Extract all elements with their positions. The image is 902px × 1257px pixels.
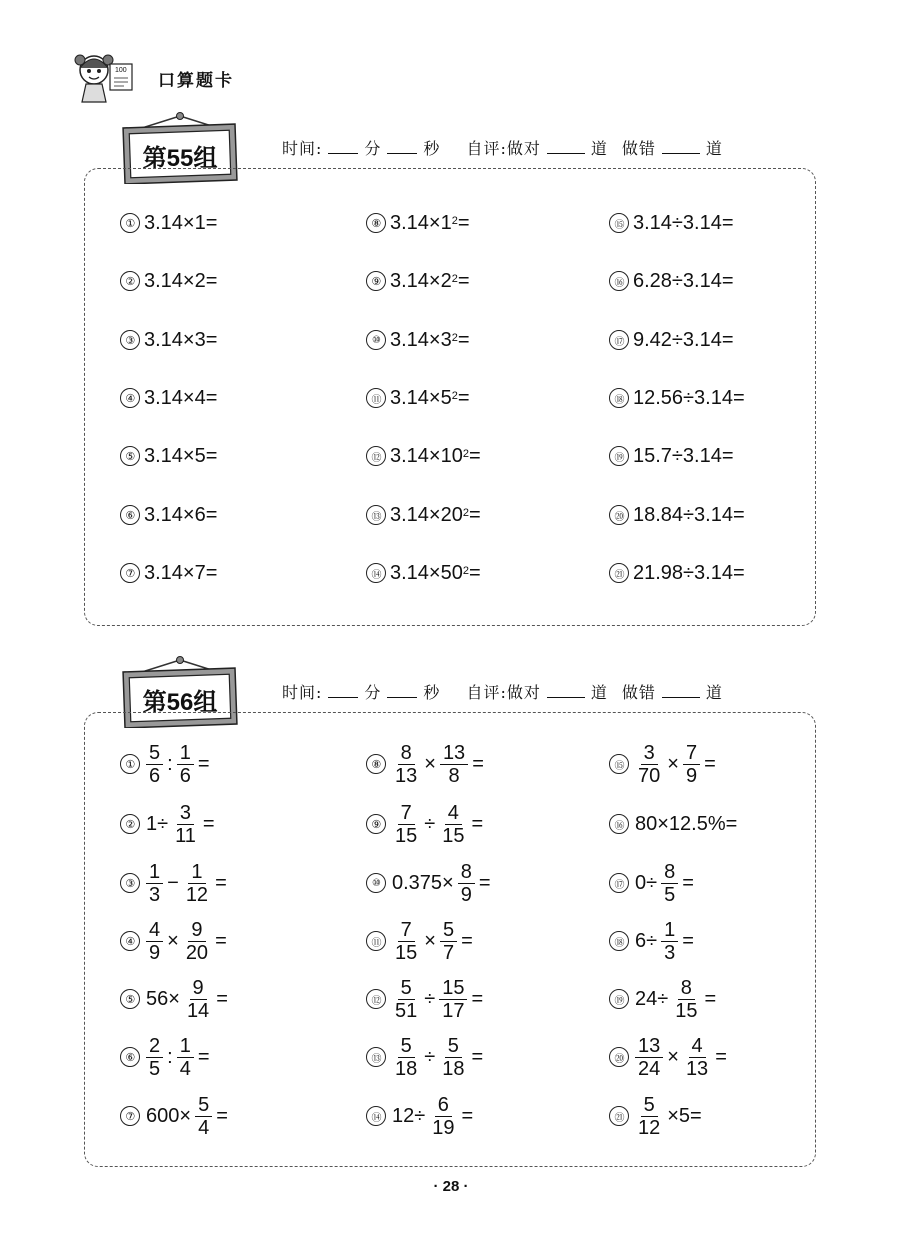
expression-text: ×5= bbox=[667, 1104, 702, 1127]
denominator: 6 bbox=[179, 764, 191, 787]
problem-item bbox=[366, 741, 486, 787]
denominator: 12 bbox=[638, 1116, 661, 1139]
equals-sign: = bbox=[468, 561, 481, 584]
problem-expression: 3.14×20 bbox=[390, 503, 463, 526]
problem-number: ⑧ bbox=[366, 213, 386, 233]
problem-expression: 21.98÷3.14= bbox=[633, 561, 745, 584]
denominator: 9 bbox=[685, 764, 698, 787]
problem-item bbox=[120, 495, 217, 535]
problem-number: ① bbox=[120, 754, 140, 774]
expression-text: × bbox=[667, 1045, 679, 1068]
problem-item bbox=[366, 1093, 475, 1139]
numerator: 1 bbox=[661, 919, 678, 942]
problem-item bbox=[609, 1093, 704, 1139]
numerator: 3 bbox=[641, 742, 658, 765]
denominator: 3 bbox=[149, 883, 161, 906]
problem-item bbox=[609, 553, 745, 593]
fraction bbox=[183, 919, 211, 964]
numerator: 5 bbox=[195, 1094, 212, 1117]
fraction bbox=[195, 1094, 212, 1139]
problem-expression: 3.14×5= bbox=[144, 444, 218, 467]
girl-mascot-icon bbox=[72, 46, 142, 106]
exponent: 2 bbox=[451, 215, 458, 227]
problem-number: ② bbox=[120, 814, 140, 834]
fraction bbox=[440, 742, 468, 787]
problem-number: ④ bbox=[120, 388, 140, 408]
problem-item bbox=[366, 801, 485, 847]
expression-text: = bbox=[202, 812, 215, 835]
problem-number: ⑯ bbox=[609, 814, 629, 834]
numerator: 2 bbox=[146, 1035, 163, 1058]
fraction bbox=[439, 977, 467, 1022]
denominator: 6 bbox=[149, 764, 161, 787]
problem-number: ⑨ bbox=[366, 814, 386, 834]
fraction bbox=[184, 977, 212, 1022]
fraction bbox=[146, 919, 163, 964]
problem-item bbox=[366, 378, 470, 418]
denominator: 11 bbox=[175, 824, 196, 847]
expression-text: ÷ bbox=[424, 1045, 436, 1068]
expression-text: − bbox=[167, 871, 179, 894]
denominator: 24 bbox=[638, 1057, 661, 1080]
fraction bbox=[635, 1094, 663, 1139]
problem-number: ③ bbox=[120, 330, 140, 350]
fraction bbox=[661, 861, 678, 906]
expression-text: = bbox=[215, 929, 227, 952]
fraction bbox=[392, 742, 420, 787]
problem-number: ⑩ bbox=[366, 873, 386, 893]
problem-number: ⑬ bbox=[366, 1047, 386, 1067]
denominator: 9 bbox=[460, 883, 472, 906]
numerator: 1 bbox=[177, 1035, 194, 1058]
fraction bbox=[429, 1094, 457, 1139]
expression-text: ÷ bbox=[424, 812, 436, 835]
problem-number: ⑭ bbox=[366, 1106, 386, 1126]
fraction bbox=[392, 977, 420, 1022]
fraction bbox=[177, 742, 194, 787]
fraction bbox=[439, 1035, 467, 1080]
problem-expression: 3.14×3 bbox=[390, 328, 452, 351]
exponent: 2 bbox=[462, 565, 469, 577]
expression-text: 0.375× bbox=[392, 871, 454, 894]
denominator: 19 bbox=[432, 1116, 455, 1139]
dao-label: 道 bbox=[705, 139, 723, 158]
expression-text: = bbox=[715, 1045, 727, 1068]
page-number: · 28 · bbox=[433, 1178, 469, 1195]
expression-text: × bbox=[424, 752, 436, 775]
equals-sign: = bbox=[457, 211, 470, 234]
expression-text: = bbox=[478, 871, 491, 894]
problem-expression: 3.14×7= bbox=[144, 561, 218, 584]
exponent: 2 bbox=[451, 390, 458, 402]
numerator: 1 bbox=[177, 742, 194, 765]
expression-text: = bbox=[704, 987, 717, 1010]
problem-number: ⑥ bbox=[120, 1047, 140, 1067]
fraction bbox=[440, 919, 457, 964]
denominator: 12 bbox=[185, 883, 209, 906]
expression-text: 6÷ bbox=[635, 929, 658, 952]
numerator: 8 bbox=[458, 861, 475, 884]
denominator: 7 bbox=[442, 941, 455, 964]
expression-text: 1÷ bbox=[146, 812, 169, 835]
time-label: 时间: bbox=[282, 683, 323, 702]
exponent: 2 bbox=[462, 448, 469, 460]
numerator: 1 bbox=[188, 861, 205, 884]
problem-number: ③ bbox=[120, 873, 140, 893]
numerator: 8 bbox=[661, 861, 678, 884]
problem-item bbox=[120, 976, 230, 1022]
numerator: 5 bbox=[641, 1094, 658, 1117]
expression-text: × bbox=[424, 929, 436, 952]
denominator: 15 bbox=[395, 824, 418, 847]
expression-text: 24÷ bbox=[635, 987, 669, 1010]
problem-expression: 3.14×50 bbox=[390, 561, 463, 584]
group-title: 第56组 bbox=[142, 689, 218, 716]
problem-item bbox=[120, 1034, 212, 1080]
denominator: 17 bbox=[442, 999, 465, 1022]
problem-item bbox=[366, 553, 481, 593]
wrong-count-blank[interactable] bbox=[662, 139, 700, 154]
problem-expression: 3.14×2= bbox=[144, 269, 218, 292]
wrong-count-blank[interactable] bbox=[662, 683, 700, 698]
numerator: 7 bbox=[398, 919, 415, 942]
second-label: 秒 bbox=[423, 139, 441, 158]
meta-line bbox=[282, 680, 723, 703]
problem-expression: 15.7÷3.14= bbox=[633, 444, 734, 467]
minute-label: 分 bbox=[364, 683, 382, 702]
self-eval-label: 自评:做对 bbox=[466, 139, 541, 158]
numerator: 7 bbox=[683, 742, 700, 765]
problem-number: ⑮ bbox=[609, 754, 629, 774]
problem-item bbox=[366, 203, 470, 243]
problem-number: ⑪ bbox=[366, 931, 386, 951]
problem-number: ⑱ bbox=[609, 388, 629, 408]
fraction bbox=[177, 1035, 194, 1080]
expression-text: : bbox=[167, 752, 173, 775]
fraction bbox=[661, 919, 678, 964]
problem-expression: 3.14×2 bbox=[390, 269, 452, 292]
equals-sign: = bbox=[457, 269, 470, 292]
expression-text: ÷ bbox=[424, 987, 436, 1010]
denominator: 18 bbox=[395, 1057, 418, 1080]
numerator: 5 bbox=[445, 1035, 462, 1058]
problem-item bbox=[609, 320, 734, 360]
problem-item bbox=[609, 436, 734, 476]
minute-label: 分 bbox=[364, 139, 382, 158]
denominator: 15 bbox=[395, 941, 418, 964]
problem-number: ㉑ bbox=[609, 1106, 629, 1126]
denominator: 4 bbox=[179, 1057, 191, 1080]
exponent: 2 bbox=[451, 332, 458, 344]
expression-text: = bbox=[471, 812, 484, 835]
problem-number: ⑯ bbox=[609, 271, 629, 291]
problem-item bbox=[609, 741, 718, 787]
correct-count-blank[interactable] bbox=[547, 139, 585, 154]
expression-text: = bbox=[216, 987, 228, 1010]
denominator: 13 bbox=[685, 1057, 709, 1080]
denominator: 15 bbox=[442, 824, 465, 847]
seconds-blank[interactable] bbox=[387, 683, 417, 698]
fraction bbox=[183, 861, 211, 906]
problem-number: ⑮ bbox=[609, 213, 629, 233]
problem-number: ⑦ bbox=[120, 1106, 140, 1126]
numerator: 5 bbox=[398, 1035, 415, 1058]
fraction bbox=[683, 1035, 711, 1080]
fraction bbox=[146, 861, 163, 906]
numerator: 6 bbox=[435, 1094, 452, 1117]
denominator: 70 bbox=[638, 764, 661, 787]
expression-text: = bbox=[682, 929, 694, 952]
problem-expression: 3.14×1= bbox=[144, 211, 218, 234]
problem-item bbox=[609, 860, 696, 906]
fraction bbox=[439, 802, 467, 847]
denominator: 14 bbox=[186, 999, 210, 1022]
denominator: 9 bbox=[149, 941, 161, 964]
expression-text: 80×12.5%= bbox=[635, 812, 738, 835]
fraction bbox=[146, 1035, 163, 1080]
fraction bbox=[672, 977, 700, 1022]
equals-sign: = bbox=[457, 328, 470, 351]
mascot-sign-score: 100 bbox=[115, 67, 127, 74]
problem-item bbox=[120, 860, 229, 906]
dao-label: 道 bbox=[590, 139, 608, 158]
numerator: 5 bbox=[398, 977, 415, 1000]
problem-item bbox=[366, 1034, 485, 1080]
problem-number: ② bbox=[120, 271, 140, 291]
problem-item bbox=[366, 860, 493, 906]
problem-item bbox=[120, 203, 217, 243]
problem-number: ⑦ bbox=[120, 563, 140, 583]
fraction bbox=[172, 802, 199, 847]
problem-item bbox=[609, 261, 734, 301]
denominator: 8 bbox=[448, 764, 460, 787]
denominator: 51 bbox=[395, 999, 418, 1022]
problem-item bbox=[609, 378, 745, 418]
numerator: 8 bbox=[398, 742, 415, 765]
expression-text: = bbox=[682, 871, 694, 894]
dao-label: 道 bbox=[705, 683, 723, 702]
problem-number: ⑪ bbox=[366, 388, 386, 408]
problem-item bbox=[609, 804, 739, 844]
denominator: 3 bbox=[664, 941, 676, 964]
equals-sign: = bbox=[468, 503, 481, 526]
wrong-label: 做错 bbox=[621, 683, 656, 702]
problem-item bbox=[120, 918, 229, 964]
problem-item bbox=[120, 378, 217, 418]
expression-text: = bbox=[461, 1104, 474, 1127]
equals-sign: = bbox=[468, 444, 481, 467]
minutes-blank[interactable] bbox=[328, 139, 358, 154]
expression-text: 600× bbox=[146, 1104, 192, 1127]
expression-text: = bbox=[461, 929, 473, 952]
expression-text: = bbox=[471, 1045, 484, 1068]
problem-number: ⑨ bbox=[366, 271, 386, 291]
problem-number: ④ bbox=[120, 931, 140, 951]
fraction bbox=[392, 919, 420, 964]
numerator: 13 bbox=[440, 742, 468, 765]
problem-number: ⑫ bbox=[366, 446, 386, 466]
problem-number: ⑭ bbox=[366, 563, 386, 583]
problem-expression: 6.28÷3.14= bbox=[633, 269, 734, 292]
problem-number: ① bbox=[120, 213, 140, 233]
problem-item bbox=[120, 320, 217, 360]
expression-text: = bbox=[197, 1045, 210, 1068]
problem-number: ㉑ bbox=[609, 563, 629, 583]
group-title: 第55组 bbox=[142, 145, 218, 172]
problem-number: ⑱ bbox=[609, 931, 629, 951]
numerator: 8 bbox=[678, 977, 695, 1000]
expression-text: × bbox=[667, 752, 679, 775]
problem-item bbox=[609, 203, 734, 243]
problem-expression: 9.42÷3.14= bbox=[633, 328, 734, 351]
denominator: 15 bbox=[675, 999, 698, 1022]
problem-expression: 3.14÷3.14= bbox=[633, 211, 734, 234]
denominator: 18 bbox=[442, 1057, 465, 1080]
problem-item bbox=[366, 495, 481, 535]
denominator: 5 bbox=[664, 883, 676, 906]
expression-text: = bbox=[197, 752, 210, 775]
header-title: 口算题卡 bbox=[158, 71, 234, 90]
problem-item bbox=[120, 741, 212, 787]
problem-expression: 12.56÷3.14= bbox=[633, 386, 745, 409]
time-label: 时间: bbox=[282, 139, 323, 158]
expression-text: 0÷ bbox=[635, 871, 658, 894]
expression-text: = bbox=[472, 752, 484, 775]
problem-expression: 3.14×1 bbox=[390, 211, 452, 234]
expression-text: × bbox=[167, 929, 179, 952]
correct-count-blank[interactable] bbox=[547, 683, 585, 698]
expression-text: = bbox=[215, 871, 227, 894]
fraction bbox=[392, 802, 420, 847]
self-eval-label: 自评:做对 bbox=[466, 683, 541, 702]
problem-item bbox=[120, 436, 217, 476]
expression-text: = bbox=[216, 1104, 228, 1127]
fraction bbox=[392, 1035, 420, 1080]
denominator: 5 bbox=[149, 1057, 161, 1080]
problem-number: ⑰ bbox=[609, 330, 629, 350]
fraction bbox=[458, 861, 475, 906]
problem-number: ⑥ bbox=[120, 505, 140, 525]
problem-number: ⑳ bbox=[609, 1047, 629, 1067]
problem-number: ⑫ bbox=[366, 989, 386, 1009]
expression-text: = bbox=[471, 987, 484, 1010]
numerator: 5 bbox=[146, 742, 163, 765]
exponent: 2 bbox=[462, 507, 469, 519]
problem-item bbox=[120, 261, 217, 301]
equals-sign: = bbox=[457, 386, 470, 409]
fraction bbox=[635, 1035, 663, 1080]
numerator: 13 bbox=[635, 1035, 663, 1058]
expression-text: = bbox=[704, 752, 716, 775]
numerator: 15 bbox=[439, 977, 467, 1000]
problem-expression: 3.14×5 bbox=[390, 386, 452, 409]
problem-item bbox=[120, 1093, 230, 1139]
problem-item bbox=[609, 918, 696, 964]
seconds-blank[interactable] bbox=[387, 139, 417, 154]
expression-text: 12÷ bbox=[392, 1104, 426, 1127]
problem-expression: 3.14×4= bbox=[144, 386, 218, 409]
dao-label: 道 bbox=[590, 683, 608, 702]
problem-item bbox=[366, 918, 475, 964]
numerator: 4 bbox=[445, 802, 462, 825]
problem-item bbox=[366, 436, 481, 476]
fraction bbox=[683, 742, 700, 787]
problem-expression: 18.84÷3.14= bbox=[633, 503, 745, 526]
problem-number: ⑰ bbox=[609, 873, 629, 893]
meta-line bbox=[282, 136, 723, 159]
numerator: 5 bbox=[440, 919, 457, 942]
problem-number: ⑲ bbox=[609, 446, 629, 466]
second-label: 秒 bbox=[423, 683, 441, 702]
numerator: 9 bbox=[188, 919, 205, 942]
problem-item bbox=[366, 976, 485, 1022]
wrong-label: 做错 bbox=[621, 139, 656, 158]
problem-number: ⑤ bbox=[120, 446, 140, 466]
problem-item bbox=[120, 801, 217, 847]
fraction bbox=[635, 742, 663, 787]
problem-number: ⑬ bbox=[366, 505, 386, 525]
exponent: 2 bbox=[451, 273, 458, 285]
problem-number: ⑤ bbox=[120, 989, 140, 1009]
problem-number: ⑲ bbox=[609, 989, 629, 1009]
problem-number: ⑧ bbox=[366, 754, 386, 774]
denominator: 20 bbox=[185, 941, 209, 964]
numerator: 1 bbox=[146, 861, 163, 884]
problem-number: ⑩ bbox=[366, 330, 386, 350]
denominator: 4 bbox=[198, 1116, 210, 1139]
numerator: 9 bbox=[190, 977, 207, 1000]
problem-item bbox=[609, 495, 745, 535]
problem-item bbox=[366, 320, 470, 360]
numerator: 4 bbox=[146, 919, 163, 942]
fraction bbox=[146, 742, 163, 787]
problem-item bbox=[366, 261, 470, 301]
problem-expression: 3.14×10 bbox=[390, 444, 463, 467]
denominator: 13 bbox=[395, 764, 418, 787]
numerator: 7 bbox=[398, 802, 415, 825]
problem-item bbox=[609, 976, 718, 1022]
problem-expression: 3.14×6= bbox=[144, 503, 218, 526]
numerator: 3 bbox=[177, 802, 194, 825]
problem-expression: 3.14×3= bbox=[144, 328, 218, 351]
numerator: 4 bbox=[689, 1035, 706, 1058]
problem-item bbox=[120, 553, 217, 593]
minutes-blank[interactable] bbox=[328, 683, 358, 698]
problem-number: ⑳ bbox=[609, 505, 629, 525]
problem-item bbox=[609, 1034, 729, 1080]
expression-text: 56× bbox=[146, 987, 180, 1010]
expression-text: : bbox=[167, 1045, 173, 1068]
